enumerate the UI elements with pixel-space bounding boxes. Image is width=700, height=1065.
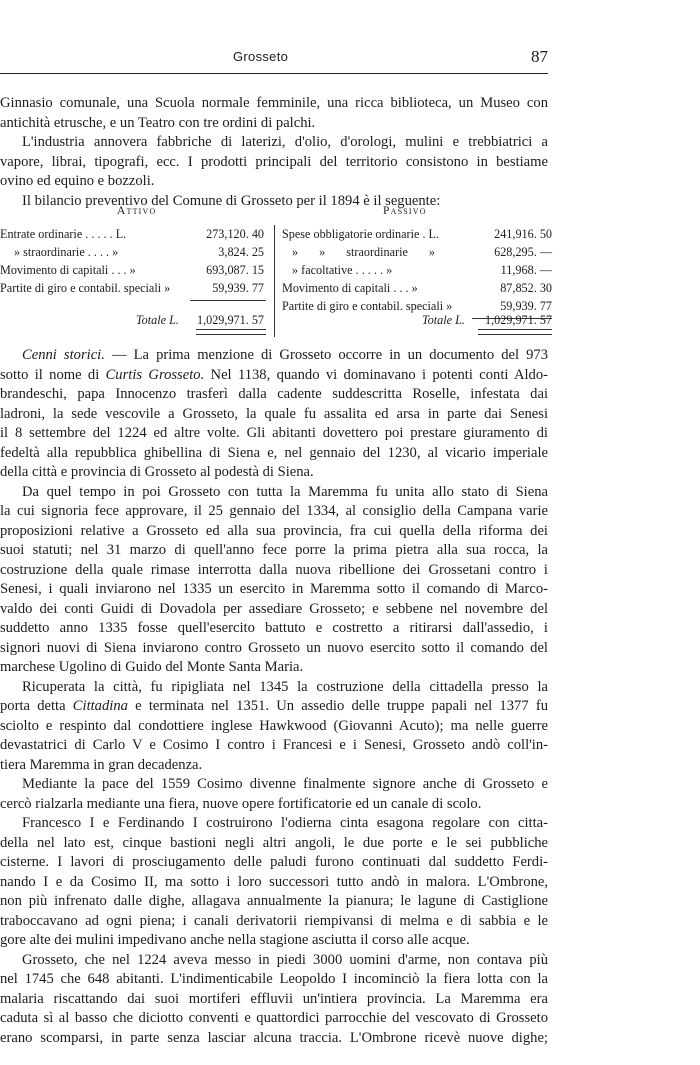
- running-title: Grosseto: [233, 49, 289, 64]
- total-label: Totale L.: [136, 313, 179, 327]
- text-line: nando I e da Cosimo II, ma sotto i loro successori tutto andò in malora. L'Ombrone,: [0, 873, 548, 890]
- text-line: antichità etrusche, e un Teatro con tre ordini di palchi.: [0, 114, 316, 131]
- text-line: ladroni, la sede vescovile a Grosseto, la quale fu assalita ed arsa in parte dai Senesi: [0, 405, 548, 422]
- row-value: 59,939. 77: [500, 299, 552, 313]
- text-line: la cui signoria fece approvare, il 25 gennaio del 1334, al consiglio della Campana varie: [0, 503, 548, 519]
- text-line: gore alte dei mulini impedivano anche nella stagione asciutta il corso alle acque.: [0, 932, 470, 948]
- text-line: Da quel tempo in poi Grosseto con tutta la Maremma fu unita allo stato di Siena: [22, 483, 548, 500]
- attivo-row: [0, 245, 268, 263]
- row-label: Movimento di capitali . . . »: [282, 281, 418, 295]
- text-line: devastatrici di Carlo V e Cosimo I contro i Francesi e i Senesi, Grosseto andò coll'in-: [0, 737, 548, 753]
- text-line: fedeltà alla repubblica ghibellina di Siena e, nel gennaio del 1230, al vicario imperiale: [0, 444, 548, 461]
- text-line: Senesi, i quali inviarono nel 1335 un esercito in Maremma sotto il comando di Marco-: [0, 581, 548, 597]
- text-line: brandeschi, papa Innocenzo trasferì dalla cadente suddescritta Roselle, infestata dai: [0, 386, 548, 402]
- text-line: tiera Maremma in gran decadenza.: [0, 756, 203, 773]
- text-line: signori nuovi di Siena inviarono contro Grosseto un nuovo esercito sotto il comando del: [0, 639, 548, 656]
- row-value: 693,087. 15: [206, 263, 264, 277]
- text-line: porta detta Cittadina e terminata nel 1351. Un assedio delle truppe papali nel 1377 fu: [0, 698, 548, 714]
- row-value: 3,824. 25: [218, 245, 264, 259]
- text-line: Grosseto, che nel 1224 aveva messo in piedi 3000 uomini d'arme, non contava più: [22, 951, 548, 968]
- text-line: il 8 settembre del 1224 ed altre volte. Gli abitanti dovettero poi prestare giuramento di: [0, 425, 548, 441]
- history-text: [0, 346, 548, 1048]
- passivo-heading: Passivo: [383, 205, 427, 217]
- total-double-rule: [196, 329, 266, 335]
- attivo-row: [0, 263, 268, 281]
- text-line: vapore, librai, tipografi, ecc. I prodotti principali del territorio consistono in bestiame: [0, 153, 548, 170]
- text-line: sotto il nome di Curtis Grosseto. Nel 1138, quando vi dominavano i potenti conti Aldo-: [0, 366, 548, 383]
- text-line: caduta sì al basso che diciotto conventi e quattordici parrocchie del vescovato di Grosseto: [0, 1010, 548, 1026]
- row-label: » straordinarie . . . . »: [14, 245, 119, 259]
- row-value: 628,295. —: [494, 245, 552, 259]
- text-line: erano scomparsi, in parte senza lasciar alcuna traccia. L'Ombrone ricevè nuove dighe;: [0, 1029, 548, 1046]
- row-label: Spese obbligatorie ordinarie . L.: [282, 227, 440, 241]
- row-label: Entrate ordinarie . . . . . L.: [0, 227, 127, 241]
- passivo-row: [282, 227, 552, 245]
- text-line: valdo dei conti Guidi di Dovadola per assediare Grosseto; e sebbene nel novembre del: [0, 600, 548, 617]
- text-line: cercò rialzarla mediante una fiera, nuove opere fortificatorie ed un canale di scolo.: [0, 795, 482, 812]
- row-value: 241,916. 50: [494, 227, 552, 241]
- text-line: della nel lato est, cinque bastioni negli altri angoli, le due porte e le sei pubbliche: [0, 834, 548, 851]
- row-value: 59,939. 77: [212, 281, 264, 295]
- row-label: Partite di giro e contabil. speciali »: [0, 281, 171, 295]
- attivo-heading: Attivo: [117, 205, 157, 217]
- passivo-row: [282, 245, 552, 263]
- text-line: nel 1745 che 648 abitanti. L'indimenticabile Leopoldo I incominciò la fiera lotta con la: [0, 971, 548, 987]
- row-value: 11,968. —: [500, 263, 552, 277]
- text-line: traboccavano ad ogni piena; i canali derivatorii riempivansi di melma e di sabbia e le: [0, 912, 548, 929]
- text-line: Il bilancio preventivo del Comune di Grosseto per il 1894 è il seguente:: [22, 192, 441, 209]
- total-double-rule: [478, 329, 552, 335]
- total-value: 1,029,971. 57: [484, 313, 552, 327]
- text-line: sciolto e respinto dal condottiere inglese Hawkwood (Giovanni Acuto); ma nelle guerre: [0, 717, 548, 734]
- row-value: 273,120. 40: [206, 227, 264, 241]
- row-label: » facoltative . . . . . »: [292, 263, 393, 277]
- column-divider: [274, 225, 275, 337]
- row-label: Movimento di capitali . . . »: [0, 263, 136, 277]
- text-line: cisterne. I lavori di prosciugamento delle paludi furono continuati dal suddetto Ferdi-: [0, 854, 548, 870]
- text-line: marchese Ugolino di Guido del Monte Santa Maria.: [0, 659, 304, 675]
- passivo-row: [282, 281, 552, 299]
- text-line: L'industria annovera fabbriche di laterizi, d'olio, d'orologi, mulini e trebbiatrici a: [22, 134, 548, 150]
- text-line: non più infrenato dalle dighe, allagava annualmente la pianura; le lagune di Castiglione: [0, 893, 548, 909]
- passivo-row: [282, 263, 552, 281]
- text-line: suoi statuti; nel 31 marzo di quell'anno fece porre la prima pietra alla sua rocca, la: [0, 542, 548, 558]
- text-line: Ginnasio comunale, una Scuola normale femminile, una ricca biblioteca, un Museo con: [0, 95, 548, 111]
- text-line: costruzione della quale rimase interrotta dalla nuova ribellione dei Grossetani contro i: [0, 561, 548, 578]
- running-header: [0, 47, 700, 71]
- text-line: ovino ed equino e bozzoli.: [0, 173, 155, 189]
- total-value: 1,029,971. 57: [196, 313, 264, 327]
- attivo-row: [0, 281, 268, 299]
- sum-rule: [190, 300, 266, 301]
- text-line: della città e provincia di Grosseto al podestà di Siena.: [0, 464, 314, 480]
- text-line: malaria riscattando dai suoi mortiferi effluvii un'intiera provincia. La Maremma era: [0, 990, 548, 1007]
- text-line: Mediante la pace del 1559 Cosimo divenne finalmente signore anche di Grosseto e: [22, 776, 548, 792]
- row-label: » » straordinarie »: [292, 245, 436, 259]
- header-rule: [0, 73, 548, 74]
- text-line: Cenni storici. — La prima menzione di Grosseto occorre in un documento del 973: [22, 347, 548, 363]
- total-label: Totale L.: [422, 313, 465, 327]
- text-line: Ricuperata la città, fu ripigliata nel 1345 la costruzione della cittadella presso la: [22, 678, 548, 695]
- attivo-row: [0, 227, 268, 245]
- intro-text: [0, 94, 548, 211]
- text-line: suddetto anno 1335 fosse quell'esercito battuto e costretto a ritirarsi dall'assedio, i: [0, 620, 548, 636]
- text-line: Francesco I e Ferdinando I costruirono l'odierna cinta esagona regolare con citta-: [22, 815, 548, 831]
- page-number: 87: [531, 47, 548, 66]
- row-value: 87,852. 30: [500, 281, 552, 295]
- text-line: proposizioni relative a Grosseto ed alla sua provincia, fra cui quella della riforma dei: [0, 522, 548, 539]
- row-label: Partite di giro e contabil. speciali »: [282, 299, 453, 313]
